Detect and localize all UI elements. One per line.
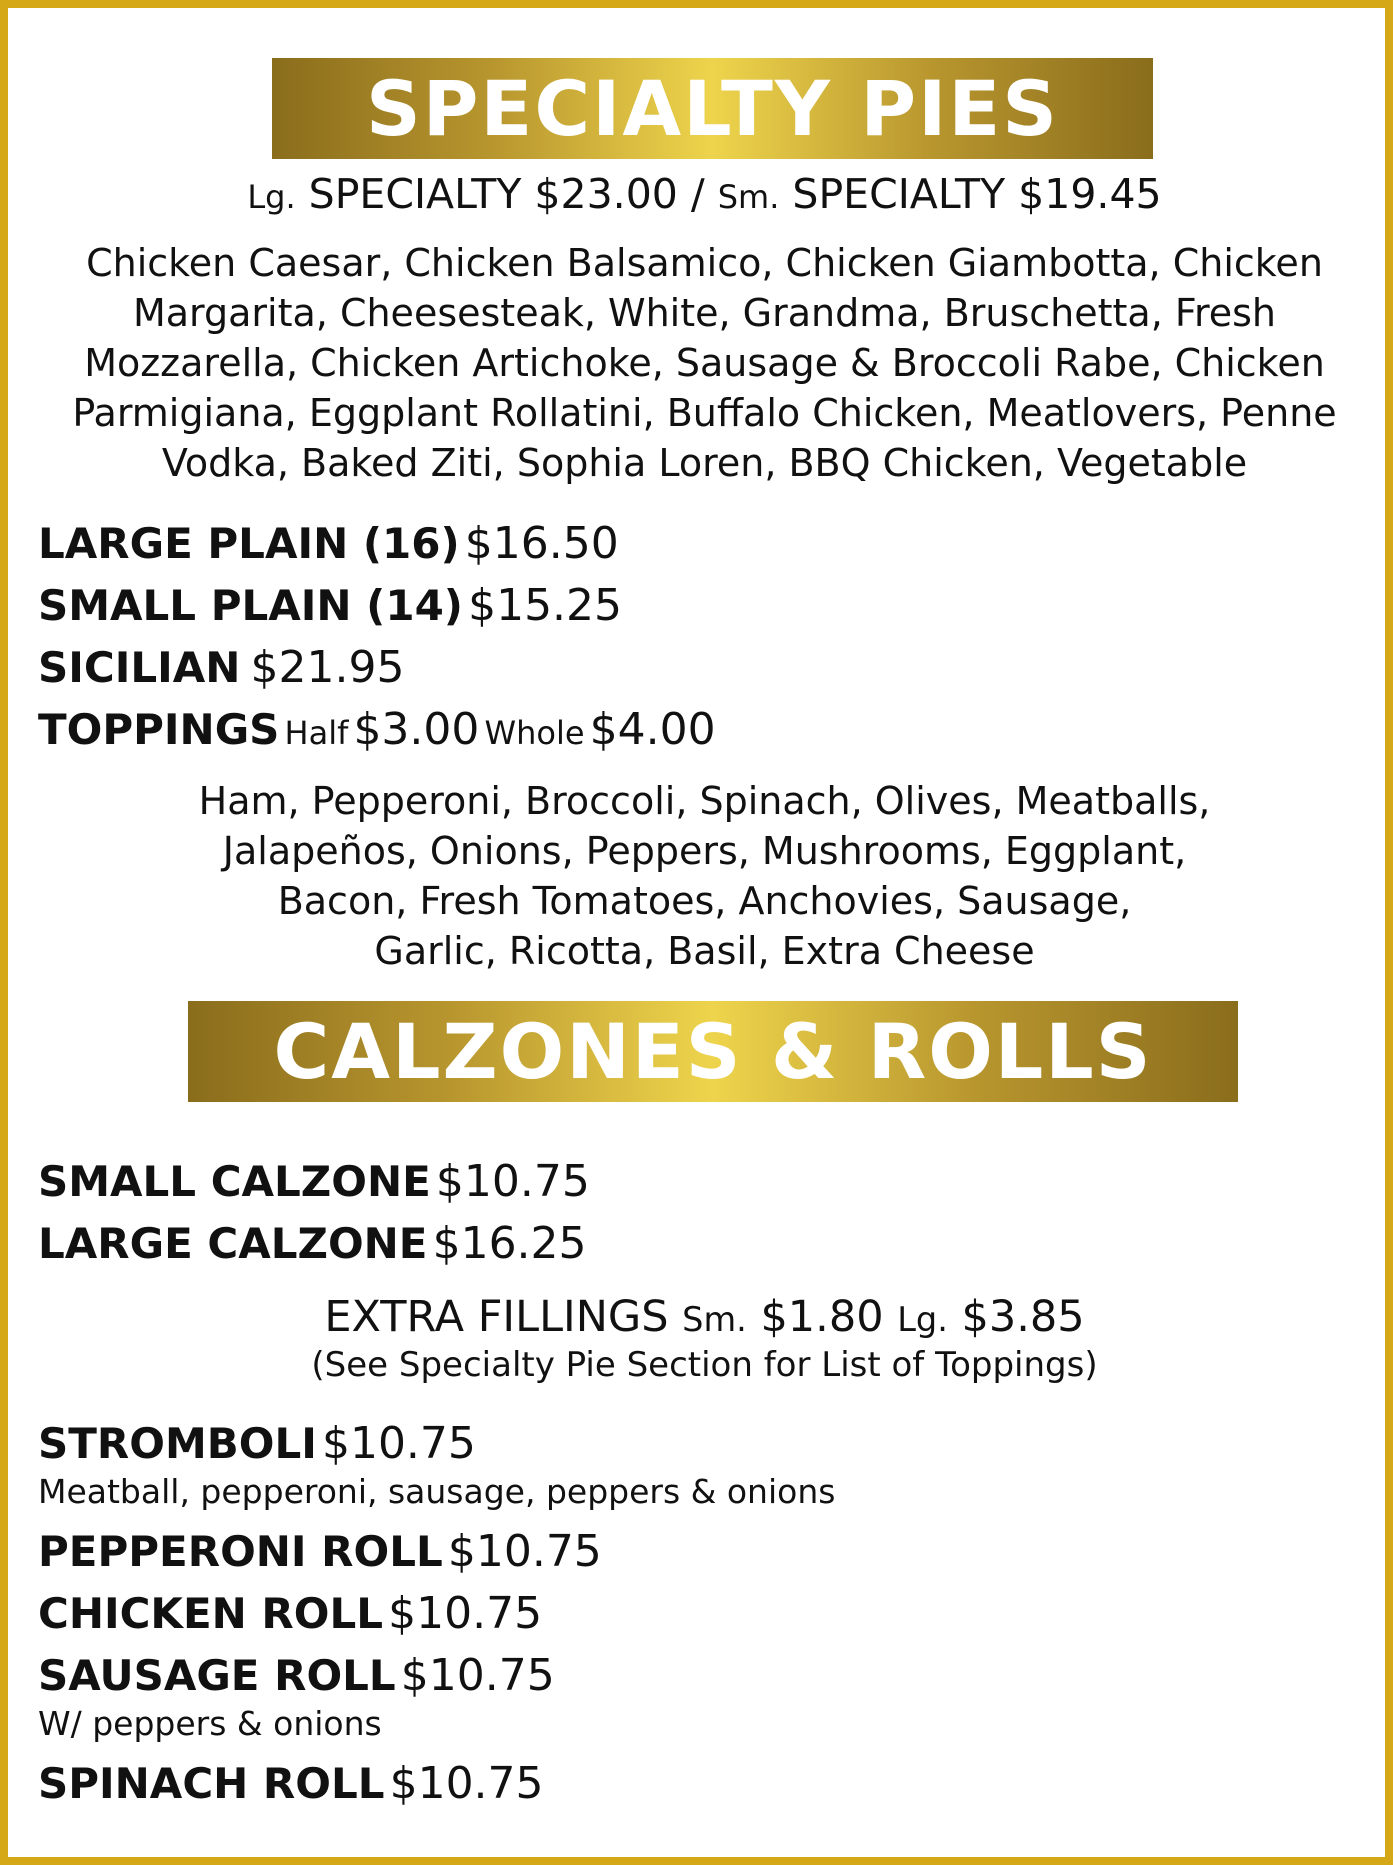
lg-prefix: Lg. [247, 178, 296, 216]
pepperoni-roll-item [38, 1524, 602, 1589]
item-price: $16.25 [432, 1218, 587, 1269]
item-price: $10.75 [400, 1650, 555, 1701]
item-name: LARGE CALZONE [38, 1219, 428, 1268]
stromboli-desc: Meatball, pepperoni, sausage, peppers & onions [38, 1472, 836, 1511]
toppings-line: Bacon, Fresh Tomatoes, Anchovies, Sausage, [277, 879, 1132, 923]
item-price: $21.95 [250, 642, 405, 693]
sicilian-item [38, 640, 405, 705]
toppings-item [38, 702, 716, 767]
item-name: STROMBOLI [38, 1419, 317, 1468]
spinach-roll-item [38, 1756, 544, 1821]
small-plain-item [38, 578, 622, 643]
toppings-line: Ham, Pepperoni, Broccoli, Spinach, Olives, Meatballs, [198, 779, 1211, 823]
calzones-rolls-banner: CALZONES & ROLLS [188, 1001, 1238, 1102]
item-name: LARGE PLAIN (16) [38, 519, 460, 568]
item-name: PEPPERONI ROLL [38, 1527, 443, 1576]
specialty-pricing [8, 166, 1393, 225]
sm-prefix: Sm. [717, 178, 780, 216]
large-calzone-item [38, 1216, 587, 1281]
extra-fillings-label: EXTRA FILLINGS [324, 1292, 669, 1342]
toppings-note: (See Specialty Pie Section for List of Toppings) [311, 1345, 1098, 1385]
item-price: $10.75 [435, 1156, 590, 1207]
toppings-line: Garlic, Ricotta, Basil, Extra Cheese [374, 929, 1035, 973]
item-name: TOPPINGS [38, 705, 280, 754]
large-plain-item [38, 516, 619, 581]
extra-sm-prefix: Sm. [682, 1300, 747, 1339]
item-price: $10.75 [321, 1418, 476, 1469]
half-price: $3.00 [353, 704, 480, 755]
item-price: $10.75 [388, 1588, 543, 1639]
item-name: CHICKEN ROLL [38, 1589, 384, 1638]
chicken-roll-item [38, 1586, 542, 1651]
item-price: $15.25 [468, 580, 623, 631]
item-name: SMALL CALZONE [38, 1157, 431, 1206]
toppings-line: Jalapeños, Onions, Peppers, Mushrooms, Eggplant, [222, 829, 1187, 873]
extra-lg-prefix: Lg. [897, 1300, 948, 1339]
item-name: SMALL PLAIN (14) [38, 581, 463, 630]
whole-price: $4.00 [589, 704, 716, 755]
item-name: SPINACH ROLL [38, 1759, 385, 1808]
specialty-pie-list: Chicken Caesar, Chicken Balsamico, Chicken Giambotta, Chicken Margarita, Cheesesteak, White, Grandma, Bruschetta, Fresh Mozzarella, Chicken Artichoke, Sausage & Broccoli Rabe, Chicken Parmigiana, Eggplant Rollatini, Buffalo Chicken, Meatlovers, Penne Vodka, Baked Ziti, Sophia Loren, BBQ Chicken, Vegetable [72, 241, 1337, 485]
item-price: $10.75 [447, 1526, 602, 1577]
sm-specialty-price: SPECIALTY $19.45 [792, 170, 1162, 218]
specialty-pies-banner: SPECIALTY PIES [272, 58, 1153, 159]
lg-specialty-price: SPECIALTY $23.00 / [308, 170, 705, 218]
item-price: $10.75 [389, 1758, 544, 1809]
sausage-roll-desc: W/ peppers & onions [38, 1704, 382, 1743]
small-calzone-item [38, 1154, 590, 1219]
extra-fillings [8, 1289, 1393, 1348]
item-name: SAUSAGE ROLL [38, 1651, 396, 1700]
item-price: $16.50 [464, 518, 619, 569]
item-name: SICILIAN [38, 643, 241, 692]
extra-sm-price: $1.80 [760, 1292, 884, 1342]
half-label: Half [284, 714, 349, 752]
whole-label: Whole [484, 714, 585, 752]
toppings-list [8, 776, 1393, 976]
extra-lg-price: $3.85 [961, 1292, 1085, 1342]
